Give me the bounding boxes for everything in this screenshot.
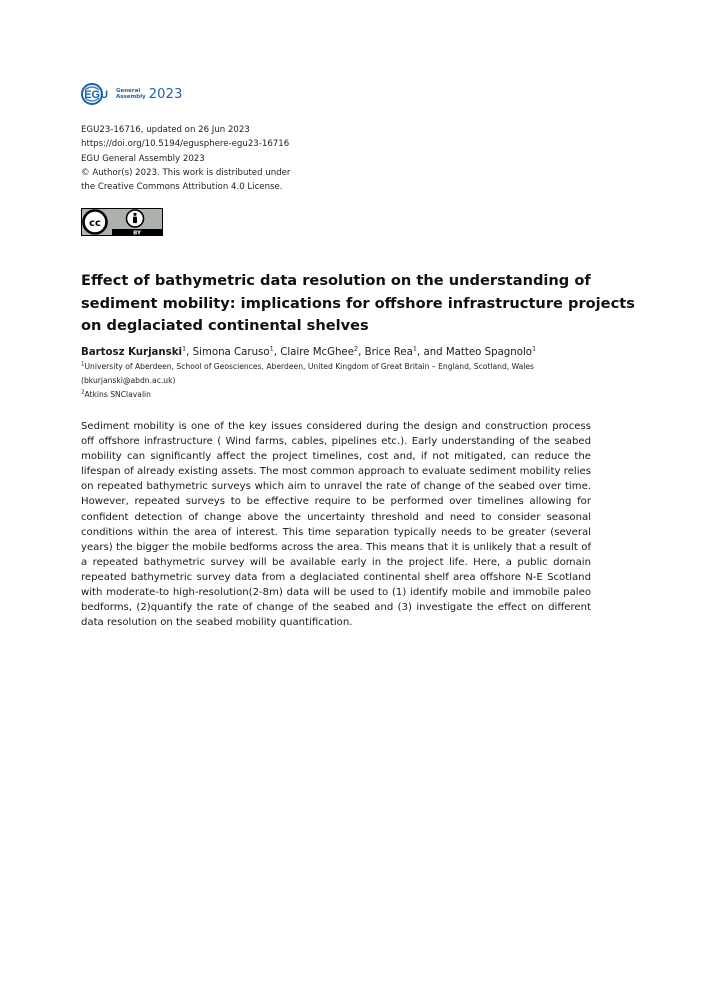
- author-name: Brice Rea: [364, 347, 413, 358]
- license-line: the Creative Commons Attribution 4.0 License.: [81, 182, 283, 193]
- author-separator: ,: [273, 347, 281, 358]
- copyright-line: © Author(s) 2023. This work is distributed under: [81, 167, 291, 178]
- affiliation-2-text: Atkins SNClavalin: [84, 390, 151, 399]
- author-affiliation-sup: 1: [412, 344, 417, 353]
- egu-logo: [81, 82, 183, 106]
- author-affiliation-sup: 1: [532, 344, 537, 353]
- author-affiliation-sup: 1: [182, 344, 187, 353]
- affiliation-2-sup: 2: [81, 389, 85, 396]
- author-name: Matteo Spagnolo: [445, 347, 533, 358]
- author-list: [81, 344, 641, 358]
- abstract-id-line: EGU23-16716, updated on 26 Jun 2023: [81, 125, 250, 135]
- logo-year: 2023: [148, 86, 183, 102]
- author-name: Bartosz Kurjanski: [81, 347, 183, 358]
- corresponding-email[interactable]: (bkurjanski@abdn.ac.uk): [81, 376, 176, 385]
- cc-by-badge[interactable]: [81, 208, 163, 236]
- cc-icon-text: cc: [89, 218, 101, 229]
- citation-meta: [81, 123, 290, 194]
- egu-logo-icon: [81, 82, 115, 106]
- by-label: BY: [133, 230, 141, 236]
- author-name: Claire McGhee: [280, 347, 354, 358]
- affiliation-1-sup: 1: [81, 361, 85, 368]
- event-name: EGU General Assembly 2023: [81, 153, 205, 164]
- author-name: Simona Caruso: [192, 347, 270, 358]
- author-separator: , and: [416, 347, 446, 358]
- logo-line-general: General: [116, 88, 141, 94]
- doi-link[interactable]: https://doi.org/10.5194/egusphere-egu23-16716: [81, 139, 290, 150]
- abstract-body: Sediment mobility is one of the key issues considered during the design and construction process off offshore infrastructure ( Wind farms, cables, pipelines etc.). Early understanding of the seabed mobility can significantly affect the project timelines, cost and, if not mitigated, can reduce the lifespan of already existing assets. The most common approach to evaluate sediment mobility relies on repeated bathymetric surveys which aim to unravel the rate of change of the seabed over time. However, repeated surveys to be effective require to be performed over timelines allowing for confident detection of change above the uncertainty threshold and need to consider seasonal conditions within the area of interest. This time separation typically needs to be greater (several years) the bigger the mobile bedforms across the area. This means that it is unlikely that a result of a repeated bathymetric survey will be available early in the project life. Here, a public domain repeated bathymetric survey data from a deglaciated continental shelf area offshore N-E Scotland with moderate-to high-resolution(2-8m) data will be used to (1) identify mobile and immobile paleo bedforms, (2)quantify the rate of change of the seabed and (3) investigate the effect on different data resolution on the seabed mobility quantification.: [81, 421, 591, 629]
- author-affiliation-sup: 2: [353, 344, 359, 353]
- logo-mark-text: EGU: [84, 89, 109, 102]
- logo-subtext: [116, 88, 146, 100]
- affiliation-1: [81, 362, 641, 371]
- paper-title: Effect of bathymetric data resolution on the understanding of sediment mobility: implications for offshore infrastructure projects on deglaciated continental shelves: [81, 272, 635, 334]
- author-separator: ,: [186, 347, 193, 358]
- author-affiliation-sup: 1: [269, 344, 274, 353]
- author-separator: ,: [358, 347, 365, 358]
- affiliation-2: [81, 390, 641, 399]
- affiliation-1-text: University of Aberdeen, School of Geosciences, Aberdeen, United Kingdom of Great Britain – England, Scotland, Wales: [84, 362, 535, 371]
- logo-line-assembly: Assembly: [116, 94, 146, 100]
